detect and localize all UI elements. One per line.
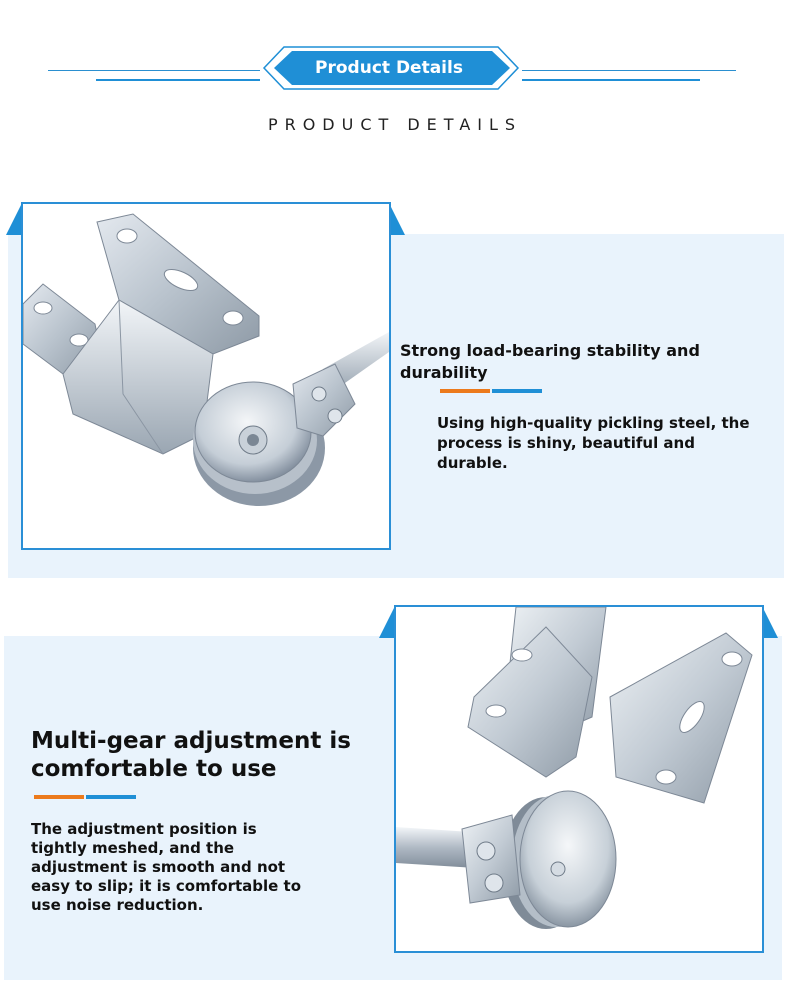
header-line-right-top <box>522 70 736 71</box>
section1-corner-right-icon <box>389 203 407 235</box>
section2-desc-line4: easy to slip; it is comfortable to <box>31 877 302 895</box>
badge-label: Product Details <box>315 58 463 78</box>
section1-description: Using high-quality pickling steel, the process is shiny, beautiful and durable. <box>437 414 750 472</box>
page-header <box>0 0 790 150</box>
section1-accent-bar <box>440 389 542 393</box>
section2-title-line1: Multi-gear adjustment is <box>31 728 351 754</box>
hinge-photo-illustration <box>23 204 389 548</box>
header-line-left-bottom <box>96 79 260 81</box>
section1-photo <box>21 202 391 550</box>
section2-desc-line5: use noise reduction. <box>31 896 204 914</box>
section2-desc-line2: tightly meshed, and the <box>31 839 235 857</box>
section2-desc-line3: adjustment is smooth and not <box>31 858 286 876</box>
section2-photo <box>394 605 764 953</box>
gear-photo-illustration <box>396 607 762 951</box>
section2-title-line2: comfortable to use <box>31 756 277 782</box>
section2-desc-line1: The adjustment position is <box>31 820 257 838</box>
section2-corner-right-icon <box>762 606 780 638</box>
page-subtitle: PRODUCT DETAILS <box>267 115 523 134</box>
section2-accent-bar <box>34 795 136 799</box>
header-line-right-bottom <box>522 79 700 81</box>
header-line-left-top <box>48 70 260 71</box>
section1-title: Strong load-bearing stability and durability <box>400 341 700 382</box>
